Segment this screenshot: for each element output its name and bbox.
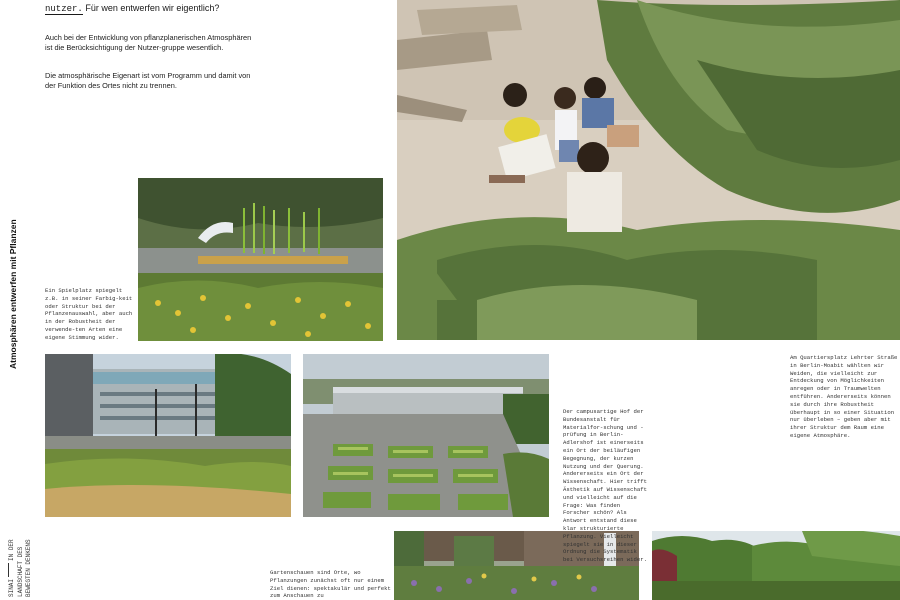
lead-line: [45, 2, 345, 15]
side-title: Atmosphären entwerfen mit Pflanzen: [8, 219, 18, 369]
lead-highlight: nutzer.: [45, 4, 83, 14]
footer-line-1b: IN DER: [8, 539, 15, 561]
photo-playground: [138, 178, 383, 341]
photo-aerial-campus: [303, 354, 549, 517]
caption-playground: Ein Spielplatz spiegelt z.B. in seiner Farbig-keit oder Struktur bei der Pflanzenauswahl, aber auch in der Robustheit der verwende-ten Arten eine eigene Stimmung wider.: [45, 287, 133, 341]
caption-lehrter-strasse: Am Quartiersplatz Lehrter Straße in Berlin-Moabit wählten wir Weiden, die vielleicht zur Entdeckung von Möglichkeiten anregen oder in Traumwelten entführen. Andererseits können sie durch ihre Robustheit überhaupt in so einer Situation nur überleben – geben aber mit ihrer Struktur dem Raum eine eigene Atmosphäre.: [790, 354, 898, 439]
footer-line-3: BEWEGTEN DENKENS: [25, 539, 32, 597]
photo-children-sand-willows: [397, 0, 900, 340]
intro-paragraph-1: Auch bei der Entwicklung von pflanzplanerischen Atmosphären ist die Berücksichtigung der Nutzer-gruppe wesentlich.: [45, 33, 252, 53]
photo-building-courtyard: [45, 354, 291, 517]
footer-rule: [8, 563, 9, 577]
intro-paragraph-2: Die atmosphärische Eigenart ist vom Programm und damit von der Funktion des Ortes nicht zu trennen.: [45, 71, 251, 91]
caption-garden-shows: Gartenschauen sind Orte, wo Pflanzungen zunächst oft nur einem Ziel dienen: spektakulär und perfekt zum Anschauen zu: [270, 569, 391, 600]
footer-line-2: LANDSCHAFT DES: [16, 546, 24, 597]
caption-bam-campus: Der campusartige Hof der Bundesanstalt für Materialfor-schung und -prüfung in Berlin-Adlershof ist einerseits ein Ort der beiläufigen Begegnung, der kurzen Nutzung und der Querung. Andererseits ein Ort der Wissenschaft. Hier trifft Ästhetik auf Wissenschaft und vielleicht auf die Frage: Was finden Forscher schön? Als Antwort entstand diese klar strukturierte Pflanzung. Vielleicht spiegelt sie in dieser Ordnung die Systematik bei Versuchsreihen wider.: [563, 408, 647, 564]
footer-line-1a: SINAI: [8, 578, 15, 597]
photo-trees: [652, 531, 900, 600]
lead-question: Für wen entwerfen wir eigentlich?: [85, 3, 220, 13]
running-footer: [8, 517, 48, 597]
